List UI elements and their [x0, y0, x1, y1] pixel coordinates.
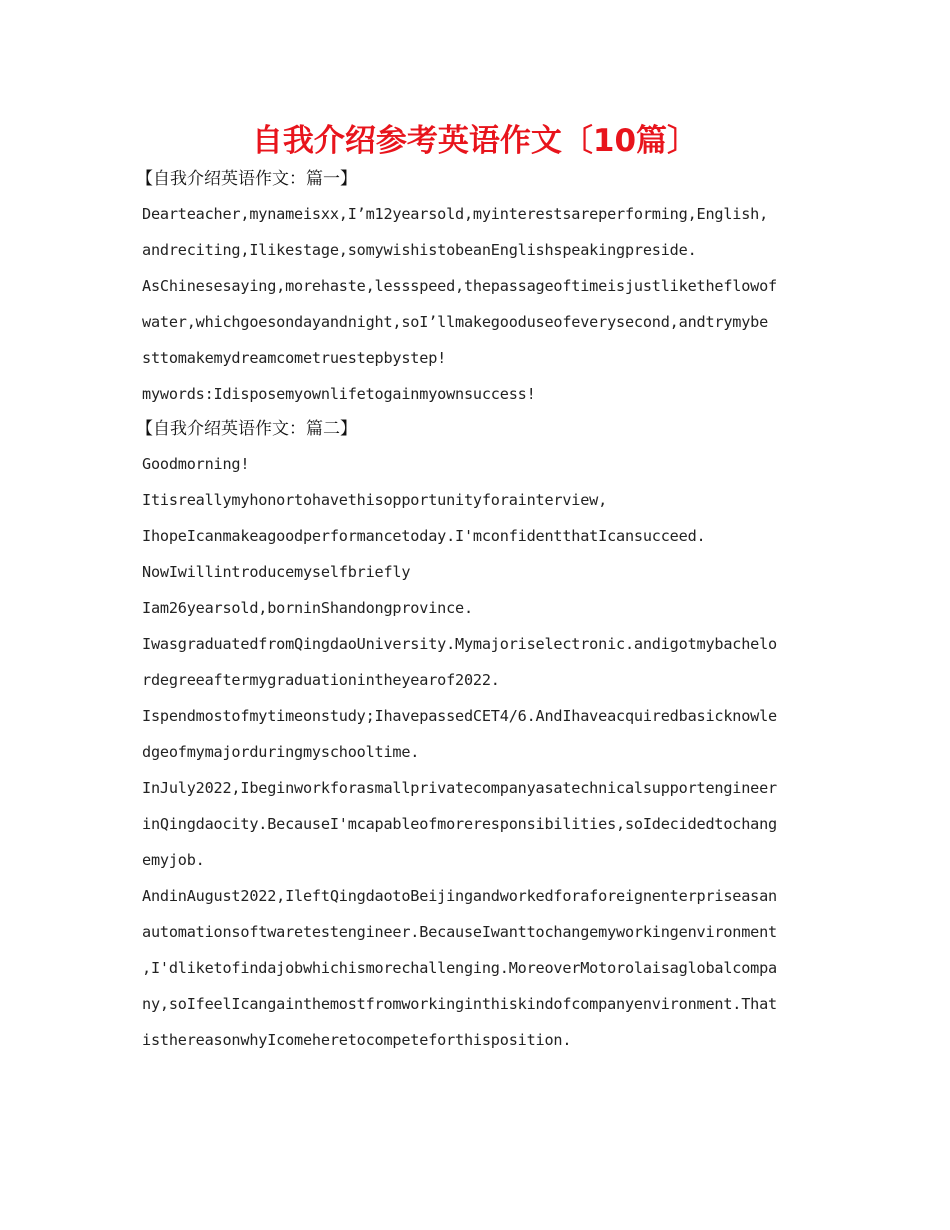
paragraph-line: mywords:Idisposemyownlifetogainmyownsuccess! — [142, 385, 536, 403]
paragraph-line: Iam26yearsold,borninShandongprovince. — [142, 599, 473, 617]
paragraph-line: rdegreeaftermygraduationintheyearof2022. — [142, 671, 500, 689]
paragraph-line: Goodmorning! — [142, 455, 250, 473]
paragraph-line: Dearteacher,mynameisxx,I’m12yearsold,myinterestsareperforming,English, — [142, 205, 769, 223]
paragraph-line: inQingdaocity.BecauseI'mcapableofmoreresponsibilities,soIdecidedtochang — [142, 815, 777, 833]
paragraph-line: Ispendmostofmytimeonstudy;IhavepassedCET4/6.AndIhaveacquiredbasicknowle — [142, 707, 777, 725]
paragraph-line: Itisreallymyhonortohavethisopportunityforainterview, — [142, 491, 608, 509]
paragraph-line: water,whichgoesondayandnight,soI’llmakegooduseofeverysecond,andtrymybe — [142, 313, 769, 331]
section-heading-1: 【自我介绍英语作文：篇一】 — [136, 169, 357, 189]
paragraph-line: NowIwillintroducemyselfbriefly — [142, 563, 411, 581]
paragraph-line: IwasgraduatedfromQingdaoUniversity.Mymajoriselectronic.andigotmybachelo — [142, 635, 777, 653]
paragraph-line: ,I'dliketofindajobwhichismorechallenging.MoreoverMotorolaisaglobalcompa — [142, 959, 777, 977]
paragraph-line: ny,soIfeelIcangainthemostfromworkinginthiskindofcompanyenvironment.That — [142, 995, 777, 1013]
paragraph-line: AndinAugust2022,IleftQingdaotoBeijingandworkedforaforeignenterpriseasan — [142, 887, 777, 905]
paragraph-line: sttomakemydreamcometruestepbystep! — [142, 349, 447, 367]
paragraph-line: andreciting,Ilikestage,somywishistobeanEnglishspeakingpreside. — [142, 241, 697, 259]
paragraph-line: emyjob. — [142, 851, 205, 869]
document-title: 自我介绍参考英语作文〔10篇〕 — [251, 123, 699, 159]
paragraph-line: InJuly2022,Ibeginworkforasmallprivatecompanyasatechnicalsupportengineer — [142, 779, 777, 797]
paragraph-line: automationsoftwaretestengineer.BecauseIwanttochangemyworkingenvironment — [142, 923, 777, 941]
section-heading-2: 【自我介绍英语作文：篇二】 — [136, 419, 357, 439]
paragraph-line: IhopeIcanmakeagoodperformancetoday.I'mconfidentthatIcansucceed. — [142, 527, 706, 545]
paragraph-line: isthereasonwhyIcomeheretocompeteforthisposition. — [142, 1031, 572, 1049]
paragraph-line: dgeofmymajorduringmyschooltime. — [142, 743, 420, 761]
document-body — [136, 162, 810, 1058]
paragraph-line: AsChinesesaying,morehaste,lessspeed,thepassageoftimeisjustliketheflowof — [142, 277, 777, 295]
